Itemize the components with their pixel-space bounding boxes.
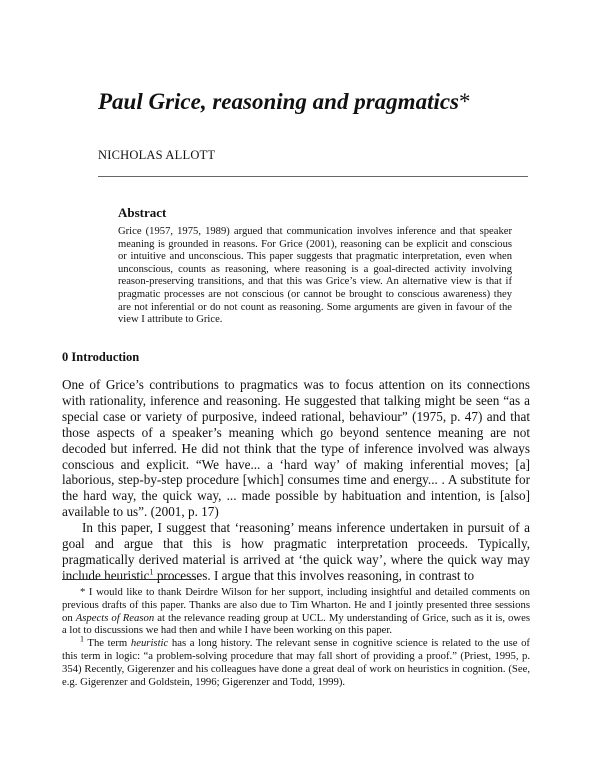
paragraph-1: One of Grice’s contributions to pragmatics was to focus attention on its connections with rationality, inference and reasoning. He suggested that talking might be seen “as a special case or variety of purposive, indeed rational, behaviour” (1975, p. 47) and that those aspects of a speaker’s meaning which go beyond sentence meaning are not decoded but inferred. He did not think that the type of inference involved was always conscious and explicit. “We have... a ‘hard way’ of making inferential moves; [a] laborious, step-by-step procedure [which] consumes time and energy... . A substitute for the hard way, the quick way, ... made possible by habituation and intention, is [also] available to us”. (2001, p. 17): [62, 377, 530, 520]
introduction-body: [62, 377, 530, 584]
footnote-star-marker: *: [80, 586, 86, 598]
paragraph-2-text-a: In this paper, I suggest that ‘reasoning’ means inference undertaken in pursuit of a goal and argue that this is how pragmatic interpretation proceeds. Typically, pragmatically derived material is arrived at ‘the quick way’, where the quick way may include heuristic: [62, 520, 530, 583]
footnote-1-text-b: has a long history. The relevant sense in cognitive science is related to the use of this term in logic: “a problem-solving procedure that may fall short of providing a proof.” (Priest, 1995, p. 354) Recently, Gigerenzer and his colleagues have done a great deal of work on heuristics in cognition. (See, e.g. Gigerenzer and Goldstein, 1996; Gigerenzer and Todd, 1999).: [62, 637, 530, 688]
abstract-heading: Abstract: [118, 205, 167, 220]
footnote-star-text-b: at the relevance reading group at UCL. My understanding of Grice, such as it is, owes a lot to discussions we had then and while I have been working on this paper.: [62, 611, 530, 637]
footnote-1-reference[interactable]: 1: [149, 567, 154, 577]
paragraph-2: [62, 520, 530, 584]
footnote-star-book-title: Aspects of Reason: [75, 611, 155, 624]
footnote-star: [62, 586, 530, 637]
footnote-divider: [62, 579, 196, 580]
section-heading-introduction: 0 Introduction: [62, 350, 140, 364]
footnote-star-text-a: I would like to thank Deirdre Wilson for her support, including insightful and detailed comments on previous drafts of this paper. Thanks are also due to Tim Wharton. He and I jointly presented three sessions on: [62, 586, 530, 624]
footnote-1-term: heuristic: [130, 637, 169, 650]
title-divider: [98, 176, 528, 177]
author-name: NICHOLAS ALLOTT: [98, 148, 216, 162]
abstract-text: Grice (1957, 1975, 1989) argued that communication involves inference and that speaker meaning is grounded in reasons. For Grice (2001), reasoning can be explicit and conscious or intuitive and unconscious. This paper suggests that pragmatic interpretation, even when unconscious, counts as reasoning, where reasoning is a goal-directed activity involving reason-preserving transitions, and that this was Grice’s view. An alternative view is that if pragmatic processes are not conscious (or cannot be brought to conscious awareness) they are not inferential or do not count as reasoning. Some arguments are given in favour of the view I attribute to Grice.: [118, 226, 512, 326]
title-text: Paul Grice, reasoning and pragmatics: [98, 89, 460, 114]
footnotes: [62, 586, 530, 688]
title-footnote-marker[interactable]: *: [459, 89, 471, 114]
paragraph-2-text-b: processes. I argue that this involves reasoning, in contrast to: [153, 567, 475, 583]
footnote-1-text-a: The term: [84, 637, 131, 650]
footnote-1-marker: 1: [80, 634, 84, 644]
paper-title: [98, 88, 578, 116]
footnote-1: [62, 634, 530, 688]
